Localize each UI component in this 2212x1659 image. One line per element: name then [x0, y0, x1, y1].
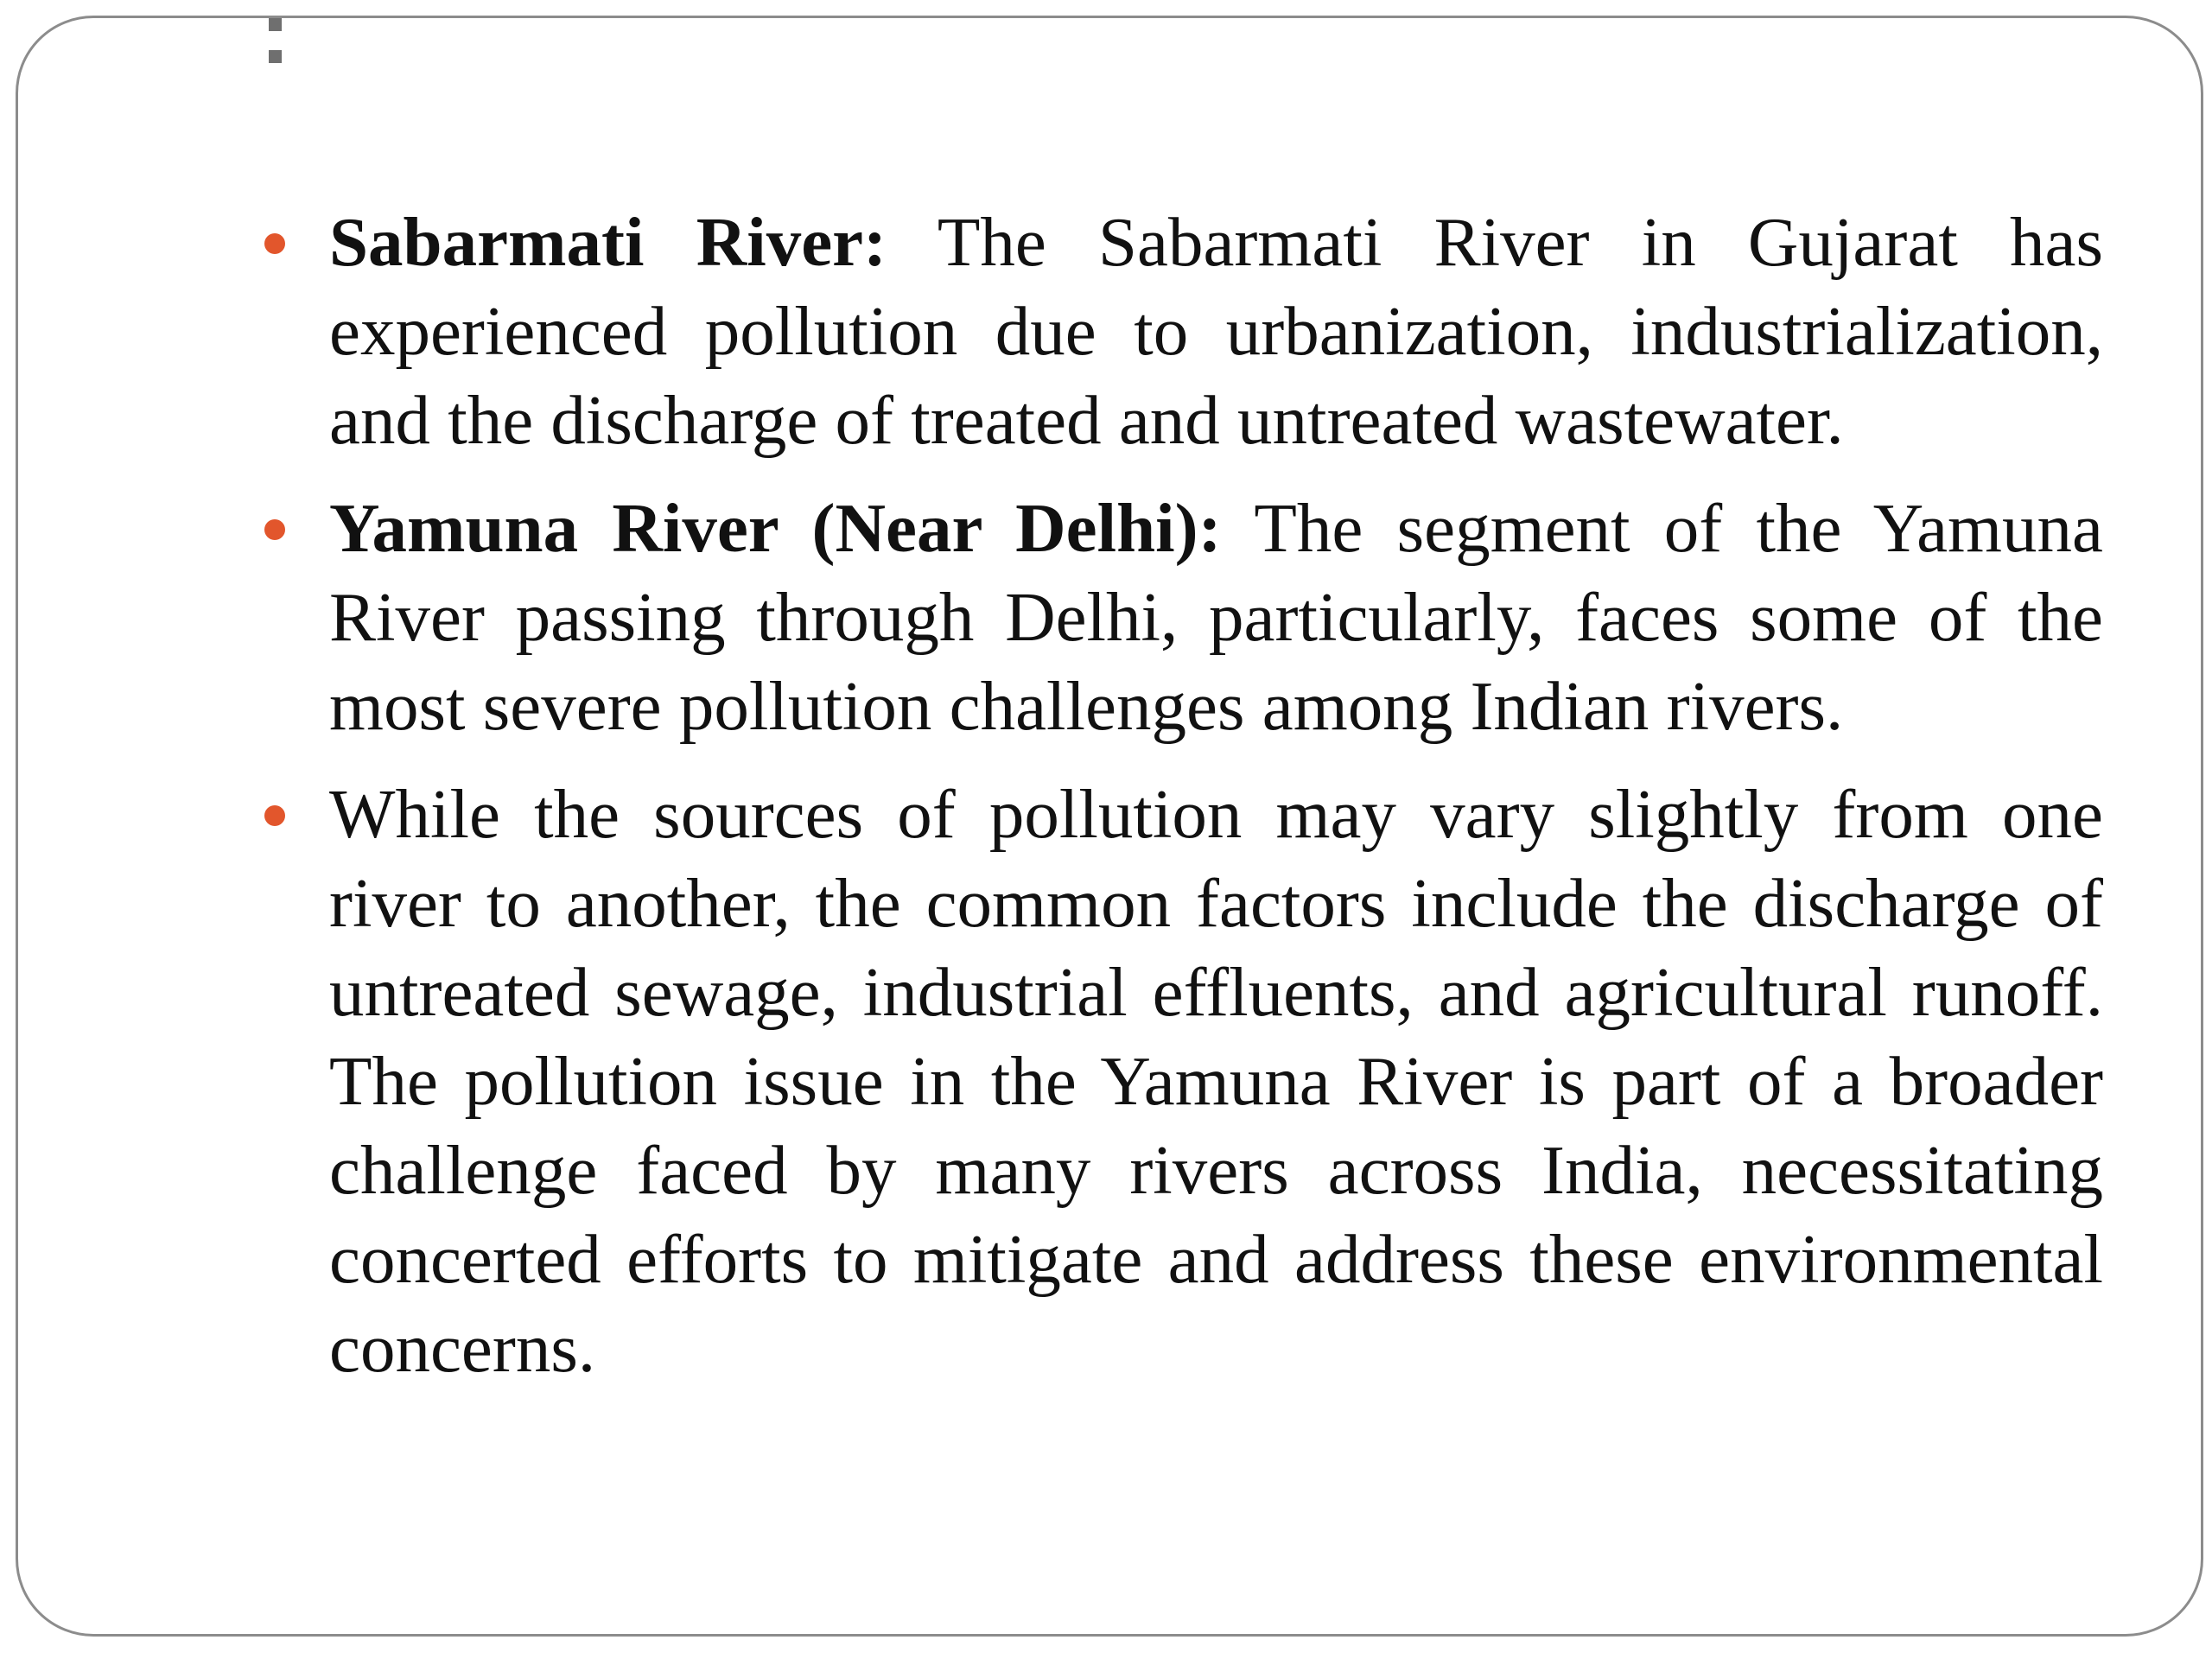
bullet-text: The Sabarmati River in Gujarat has experienced pollution due to urbanization, industrialization, and the discharge of treated and untreated wastewater.: [329, 203, 2103, 459]
bullet-text: While the sources of pollution may vary slightly from one river to another, the common factors include the discharge of untreated sewage, industrial effluents, and agricultural runoff. The pollution issue in the Yamuna River is part of a broader challenge faced by many rivers across India, necessitating concerted efforts to mitigate and address these environmental concerns.: [329, 775, 2103, 1387]
bullet-item-yamuna: [329, 484, 2103, 751]
square-mark: [269, 50, 282, 63]
bullet-item-common-factors: [329, 770, 2103, 1393]
square-mark: [269, 18, 282, 31]
bullet-text: The segment of the Yamuna River passing through Delhi, particularly, faces some of the most severe pollution challenges among Indian rivers.: [329, 489, 2104, 745]
slide-frame: [16, 16, 2203, 1637]
bullet-dot-icon: [264, 519, 285, 540]
bullet-item-sabarmati: [329, 198, 2103, 465]
bullet-term: Yamuna River (Near Delhi):: [329, 489, 1222, 567]
slide-corner-marks: [269, 18, 283, 87]
bullet-dot-icon: [264, 805, 285, 826]
bullet-list: [329, 198, 2103, 1412]
bullet-dot-icon: [264, 233, 285, 254]
bullet-term: Sabarmati River:: [329, 203, 887, 281]
